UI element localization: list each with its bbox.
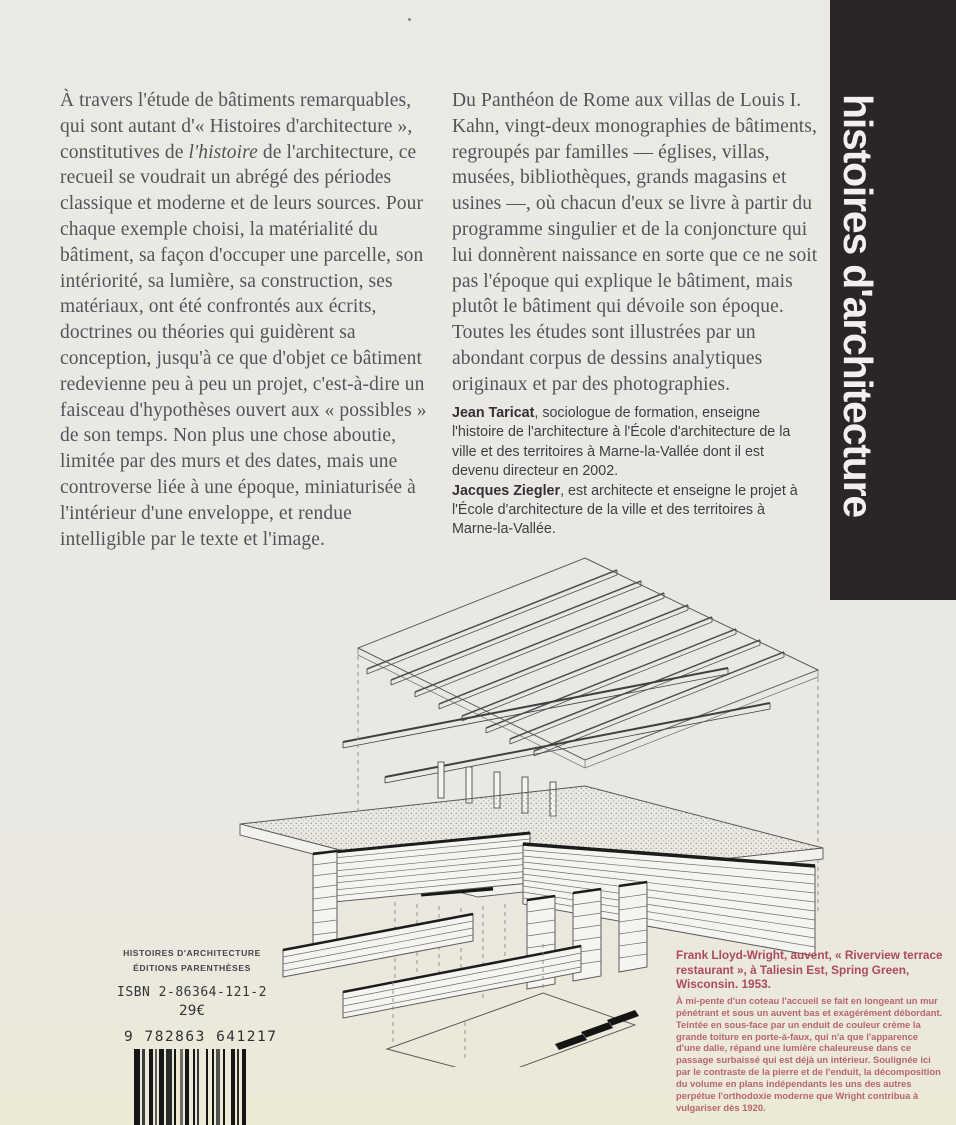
ground-plane — [387, 993, 639, 1067]
blurb-left-column — [60, 88, 440, 552]
blurb-right-column: Du Panthéon de Rome aux villas de Louis I. Kahn, vingt-deux monographies de bâtiments, regroupés par familles — églises, villas, musées, bibliothèques, grands magasins et usines —, où chacun d'eux se livre à partir du programme singulier et de la conjoncture qui lui donnèrent naissance en sorte que ce ne soit pas l'époque qui explique le bâtiment, mais plutôt le bâtiment qui dévoile son époque. Toutes les études sont illustrées par un abondant corpus de dessins analytiques originaux et par des photographies. — [452, 90, 818, 395]
blurb-left-italic: l'histoire — [188, 141, 258, 163]
publisher-imprint: ÉDITIONS PARENTHÈSES — [133, 963, 251, 973]
isbn: ISBN 2-86364-121-2 — [117, 985, 267, 1000]
bio-jacques-ziegler — [452, 482, 810, 540]
publisher-block — [112, 946, 272, 1019]
barcode-number: 9 782863 641217 — [124, 1029, 278, 1045]
publisher-name: HISTOIRES D'ARCHITECTURE — [123, 948, 261, 958]
barcode — [122, 1029, 278, 1125]
price: 29€ — [178, 1003, 206, 1019]
cover-title-vertical: histoires d'architecture — [835, 94, 881, 517]
author-name: Jean Taricat — [452, 405, 535, 421]
blurb-left-text-2: de l'architecture, ce recueil se voudrait un abrégé des périodes classique et moderne et de leurs sources. Pour chaque exemple choisi, la matérialité du bâtiment, sa façon d'occuper une parcelle, son intériorité, sa lumière, sa construction, ses matériaux, ont été confrontés aux écrits, doctrines ou théories qui guidèrent sa conception, jusqu'à ce que d'objet ce bâtiment redevienne peu à peu un projet, c'est-à-dire un faisceau d'hypothèses ouvert aux « possibles » de son temps. Non plus une chose aboutie, limitée par des murs et des dates, mais une controverse liée à une époque, miniaturisée à l'intérieur d'une enveloppe, et rendue intelligible par le texte et l'image. — [60, 141, 427, 550]
title-band — [830, 0, 956, 600]
roof-joists — [367, 570, 784, 756]
dust-speck — [408, 18, 411, 21]
photo-caption — [676, 948, 944, 1114]
bio-jean-taricat — [452, 404, 810, 482]
roof-plane — [343, 558, 818, 816]
barcode-bars — [134, 1049, 246, 1125]
author-bio-text: , sociologue de formation, enseigne l'histoire de l'architecture à l'École d'architecture de la ville et des territoires à Marne-la-Vallée dont il est devenu directeur en 2002. — [452, 405, 791, 480]
blurb-left-text: À travers l'étude de bâtiments remarquables, qui sont autant d'« Histoires d'architecture », constitutives de — [60, 90, 413, 163]
steps — [555, 1010, 639, 1050]
author-bio-text: , est architecte et enseigne le projet à l'École d'architecture de la ville et des territoires à Marne-la-Vallée. — [452, 482, 798, 538]
author-bios — [452, 404, 810, 540]
caption-body: À mi-pente d'un coteau l'accueil se fait en longeant un mur pénétrant et sous un auvent bas et exagérément débordant. Teintée en sous-face par un enduit de couleur crème la grande toiture en porte-à-faux, qui n'a que l'apparence d'une dalle, répand une lumière chaleureuse dans ce passage surbaissé qui est déjà un intérieur. Soulignée ici par le contraste de la pierre et de l'enduit, la décomposition du volume en plans indépendants les uns des autres perpétue l'orthodoxie moderne que Wright contribua à vulgariser dès 1920. — [676, 994, 943, 1113]
caption-title: Frank Lloyd-Wright, auvent, « Riverview terrace restaurant », à Taliesin Est, Spring Green, Wisconsin. 1953. — [676, 948, 943, 992]
author-name: Jacques Ziegler — [452, 482, 561, 499]
